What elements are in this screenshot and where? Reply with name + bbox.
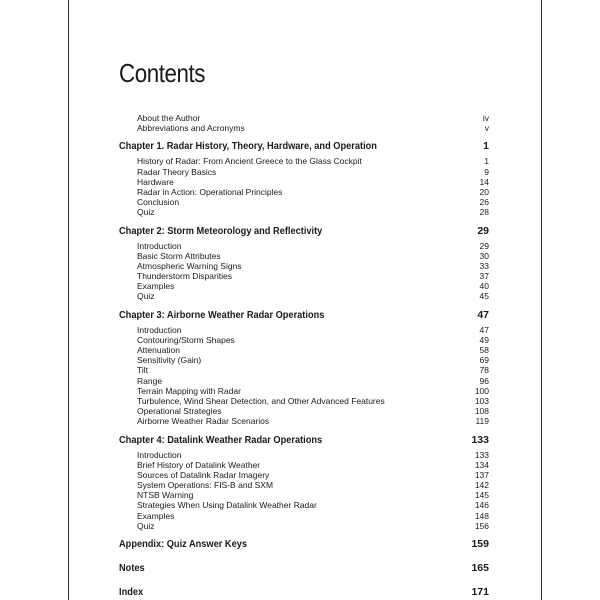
toc-entry-label: Quiz	[137, 207, 155, 218]
toc-entry-label: Examples	[137, 510, 175, 521]
toc-entry	[119, 480, 489, 490]
toc-entry-label: NTSB Warning	[137, 490, 194, 501]
chapter-title: Appendix: Quiz Answer Keys	[119, 538, 248, 550]
chapter-title: Index	[119, 586, 144, 598]
toc-entry-label: Introduction	[137, 324, 182, 335]
toc-entry-label: Hardware	[137, 176, 174, 187]
toc-entry-page: 49	[479, 334, 489, 345]
toc-entry-page: 33	[479, 260, 489, 271]
toc-entry-page: 29	[479, 240, 489, 251]
toc-entry	[119, 197, 489, 207]
toc-entry-label: Introduction	[137, 240, 182, 251]
toc-entry-page: 134	[474, 459, 489, 470]
toc-chapter-3	[119, 308, 489, 322]
chapter-page: 159	[471, 538, 489, 550]
toc-entry-label: Tilt	[137, 365, 149, 376]
toc-entry-label: Airborne Weather Radar Scenarios	[137, 416, 270, 427]
toc-entry	[119, 355, 489, 365]
toc-entry-page: 142	[474, 480, 489, 491]
toc-appendix	[119, 537, 489, 551]
toc-chapter-4	[119, 433, 489, 447]
toc-entry-label: Radar Theory Basics	[137, 166, 217, 177]
toc-entry	[119, 460, 489, 470]
table-of-contents	[119, 113, 489, 599]
toc-entry-page: 40	[479, 281, 489, 292]
toc-entry	[119, 291, 489, 301]
toc-entry	[119, 396, 489, 406]
toc-notes	[119, 561, 489, 575]
toc-entry-page: 58	[479, 345, 489, 355]
chapter-page: 165	[471, 562, 489, 574]
toc-entry-page: 78	[479, 365, 489, 376]
toc-entry-label: Terrain Mapping with Radar	[137, 385, 241, 396]
toc-entry-page: 156	[474, 520, 489, 531]
toc-entry	[119, 386, 489, 396]
toc-entry-page: 1	[484, 156, 489, 167]
chapter-title: Chapter 1. Radar History, Theory, Hardware, and Operation	[119, 140, 377, 153]
chapter-title: Notes	[119, 562, 145, 574]
toc-entry-label: Quiz	[137, 520, 155, 531]
toc-entry	[119, 500, 489, 510]
toc-entry	[119, 521, 489, 531]
chapter-page: 47	[477, 308, 489, 321]
toc-entry-page: 100	[474, 385, 489, 396]
toc-entry	[119, 511, 489, 521]
toc-entry	[119, 335, 489, 345]
toc-entry	[119, 261, 489, 271]
toc-entry-label: Contouring/Storm Shapes	[137, 334, 235, 345]
toc-entry-page: 148	[474, 510, 489, 521]
toc-entry	[119, 450, 489, 460]
toc-entry-page: 45	[479, 291, 489, 302]
toc-entry	[119, 365, 489, 375]
toc-entry	[119, 416, 489, 426]
toc-entry	[119, 271, 489, 281]
toc-entry-label: Quiz	[137, 291, 155, 302]
toc-entry	[119, 251, 489, 261]
toc-entry	[119, 281, 489, 291]
toc-entry	[119, 177, 489, 187]
toc-entry-label: Examples	[137, 281, 175, 292]
toc-entry-page: 146	[474, 500, 489, 511]
toc-entry-page: 47	[479, 324, 489, 335]
toc-entry-page: 9	[484, 166, 489, 177]
toc-entry-label: Range	[137, 375, 163, 386]
toc-entry	[119, 325, 489, 335]
toc-entry	[119, 187, 489, 197]
chapter-title: Chapter 3: Airborne Weather Radar Operations	[119, 308, 325, 321]
toc-entry-label: Strategies When Using Datalink Weather Radar	[137, 500, 317, 511]
toc-entry	[119, 470, 489, 480]
chapter-page: 1	[483, 140, 489, 153]
toc-entry-page: 96	[479, 375, 489, 386]
toc-entry-label: History of Radar: From Ancient Greece to the Glass Cockpit	[137, 156, 362, 167]
toc-entry	[119, 156, 489, 166]
toc-entry-page: 108	[474, 406, 489, 417]
chapter-page: 29	[477, 224, 489, 237]
toc-entry-label: Operational Strategies	[137, 406, 222, 417]
toc-entry-page: 69	[479, 355, 489, 366]
toc-entry-label: Sensitivity (Gain)	[137, 355, 202, 366]
toc-entry-label: Radar in Action: Operational Principles	[137, 186, 283, 197]
toc-entry	[119, 345, 489, 355]
toc-entry-label: Attenuation	[137, 345, 181, 355]
toc-chapter-2	[119, 224, 489, 238]
toc-entry-label: Sources of Datalink Radar Imagery	[137, 469, 270, 480]
toc-entry-page: 103	[474, 395, 489, 406]
toc-index	[119, 585, 489, 599]
toc-entry	[119, 406, 489, 416]
toc-entry-page: 14	[479, 176, 489, 187]
toc-chapter-1	[119, 139, 489, 153]
chapter-page: 133	[471, 433, 489, 446]
toc-entry-page: 26	[479, 197, 489, 208]
toc-entry-label: System Operations: FIS-B and SXM	[137, 480, 274, 491]
toc-entry	[119, 167, 489, 177]
toc-entry-label: Thunderstorm Disparities	[137, 271, 232, 282]
toc-entry-page: 137	[474, 469, 489, 480]
toc-entry-page: v	[484, 123, 489, 134]
toc-entry-label: Turbulence, Wind Shear Detection, and Other Advanced Features	[137, 395, 385, 406]
chapter-title: Chapter 2: Storm Meteorology and Reflectivity	[119, 224, 323, 237]
toc-entry-page: 20	[479, 186, 489, 197]
chapter-title: Chapter 4: Datalink Weather Radar Operations	[119, 433, 323, 446]
toc-entry-abbreviations	[119, 123, 489, 133]
page-title: Contents	[119, 58, 206, 88]
toc-entry-label: Abbreviations and Acronyms	[137, 123, 245, 134]
toc-entry-page: 30	[479, 250, 489, 261]
toc-entry-page: 133	[474, 449, 489, 460]
toc-entry	[119, 376, 489, 386]
toc-entry-page: 145	[474, 490, 489, 501]
toc-entry	[119, 207, 489, 217]
toc-entry-label: Introduction	[137, 449, 182, 460]
toc-entry-label: Brief History of Datalink Weather	[137, 459, 261, 470]
toc-entry	[119, 241, 489, 251]
toc-entry-page: 119	[475, 416, 489, 427]
toc-entry-page: 28	[479, 207, 489, 218]
toc-entry-label: About the Author	[137, 113, 201, 123]
toc-entry-label: Atmospheric Warning Signs	[137, 260, 242, 271]
toc-entry-about-author	[119, 113, 489, 123]
chapter-page: 171	[471, 586, 489, 598]
book-page	[68, 0, 542, 600]
toc-entry-page: iv	[482, 113, 489, 123]
toc-entry	[119, 490, 489, 500]
toc-entry-page: 37	[479, 271, 489, 282]
toc-entry-label: Basic Storm Attributes	[137, 250, 221, 261]
toc-entry-label: Conclusion	[137, 197, 180, 208]
